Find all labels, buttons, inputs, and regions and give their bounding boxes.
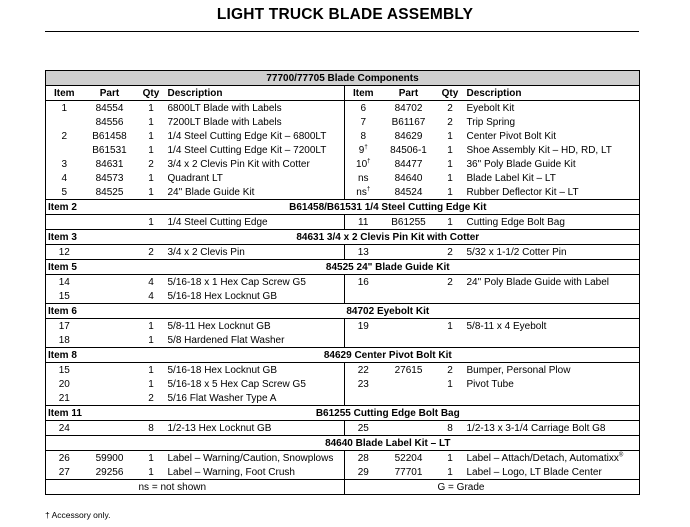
item-cell: 14 xyxy=(58,276,70,288)
section-item-label: Item 6 xyxy=(46,304,137,319)
item-cell: 29 xyxy=(345,465,382,480)
part-cell xyxy=(382,319,436,334)
description-cell: 5/8-11 x 4 Eyebolt xyxy=(466,320,547,332)
description-cell: 24" Poly Blade Guide with Label xyxy=(466,276,610,288)
qty-cell: 1 xyxy=(447,320,453,332)
qty-cell: 1 xyxy=(148,130,154,142)
table-row xyxy=(46,157,640,171)
table-row xyxy=(46,171,640,185)
table-row xyxy=(46,391,640,406)
part-cell: 84477 xyxy=(394,158,423,170)
description-cell: 5/16 Flat Washer Type A xyxy=(167,392,277,404)
qty-cell: 1 xyxy=(148,172,154,184)
table-row xyxy=(46,275,640,290)
description-cell: Label – Attach/Detach, Automatixx® xyxy=(466,452,624,464)
description-cell: Pivot Tube xyxy=(466,378,514,390)
item-cell: 15 xyxy=(58,364,70,376)
column-header: Qty xyxy=(137,86,166,101)
part-cell xyxy=(382,289,436,304)
part-cell xyxy=(83,245,137,260)
qty-cell xyxy=(436,333,465,348)
qty-cell: 1 xyxy=(447,130,453,142)
section-title: 84631 3/4 x 2 Clevis Pin Kit with Cotter xyxy=(137,230,640,245)
column-header: Item xyxy=(46,86,83,101)
qty-cell: 2 xyxy=(148,392,154,404)
qty-cell xyxy=(436,391,465,406)
item-cell: 5 xyxy=(61,186,68,198)
qty-cell xyxy=(436,289,465,304)
part-cell xyxy=(83,289,137,304)
parts-table xyxy=(45,70,640,495)
column-header: Part xyxy=(83,86,137,101)
section-header-row xyxy=(46,260,640,275)
qty-cell: 1 xyxy=(447,158,453,170)
part-cell xyxy=(83,391,137,406)
qty-cell: 2 xyxy=(447,276,453,288)
qty-cell: 1 xyxy=(447,466,453,478)
item-cell: 7 xyxy=(345,115,382,129)
qty-cell: 2 xyxy=(447,116,453,128)
item-cell: ns† xyxy=(345,185,382,200)
column-header-row xyxy=(46,86,640,101)
description-cell: Center Pivot Bolt Kit xyxy=(466,130,556,142)
qty-cell: 1 xyxy=(447,172,453,184)
part-cell: 77701 xyxy=(394,466,423,478)
part-cell xyxy=(382,245,436,260)
description-cell: 5/8 Hardened Flat Washer xyxy=(167,334,285,346)
qty-cell: 1 xyxy=(447,186,453,198)
table-row xyxy=(46,377,640,391)
description-cell: 1/2-13 Hex Locknut GB xyxy=(167,422,272,434)
description-cell: Label – Warning/Caution, Snowplows xyxy=(167,452,334,464)
item-cell: 12 xyxy=(58,246,70,258)
accessory-footnote: † Accessory only. xyxy=(45,510,111,520)
item-cell: 23 xyxy=(345,377,382,391)
qty-cell: 1 xyxy=(447,452,453,464)
section-header-row xyxy=(46,436,640,451)
qty-cell: 2 xyxy=(148,158,154,170)
description-cell: 1/4 Steel Cutting Edge Kit – 7200LT xyxy=(167,144,327,156)
table-row xyxy=(46,333,640,348)
table-row xyxy=(46,451,640,466)
item-cell: 11 xyxy=(345,215,382,230)
qty-cell: 1 xyxy=(148,364,154,376)
part-cell: 84631 xyxy=(95,158,124,170)
description-cell: Cutting Edge Bolt Bag xyxy=(466,216,565,228)
part-cell: 84702 xyxy=(394,102,423,114)
table-row xyxy=(46,185,640,200)
description-cell xyxy=(465,391,640,406)
description-cell: 5/32 x 1-1/2 Cotter Pin xyxy=(466,246,567,258)
description-cell: 3/4 x 2 Clevis Pin Kit with Cotter xyxy=(167,158,310,170)
section-title: B61255 Cutting Edge Bolt Bag xyxy=(137,406,640,421)
table-row xyxy=(46,289,640,304)
qty-cell: 1 xyxy=(447,216,453,228)
item-cell: 26 xyxy=(58,452,70,464)
qty-cell: 8 xyxy=(148,422,154,434)
item-cell: 27 xyxy=(58,466,70,478)
description-cell: Shoe Assembly Kit – HD, RD, LT xyxy=(466,144,612,156)
part-cell: 52204 xyxy=(394,452,423,464)
qty-cell: 1 xyxy=(148,116,154,128)
description-cell: Bumper, Personal Plow xyxy=(466,364,571,376)
column-header: Description xyxy=(166,86,345,101)
column-header: Item xyxy=(345,86,382,101)
section-item-label: Item 3 xyxy=(46,230,137,245)
description-cell: 5/16-18 x 1 Hex Cap Screw G5 xyxy=(167,276,306,288)
part-cell xyxy=(382,391,436,406)
item-cell: 8 xyxy=(345,129,382,143)
description-cell: Label – Warning, Foot Crush xyxy=(167,466,295,478)
part-cell: 27615 xyxy=(394,364,423,376)
section-header-row xyxy=(46,348,640,363)
table-row xyxy=(46,101,640,116)
description-cell: Eyebolt Kit xyxy=(466,102,515,114)
qty-cell: 1 xyxy=(148,216,154,228)
item-cell: 20 xyxy=(58,378,70,390)
legend-spacer xyxy=(46,480,137,495)
part-cell: B61255 xyxy=(391,216,426,228)
qty-cell: 4 xyxy=(148,290,154,302)
part-cell: 84640 xyxy=(394,172,423,184)
item-cell xyxy=(345,391,382,406)
part-cell xyxy=(382,275,436,290)
description-cell: 5/16-18 Hex Locknut GB xyxy=(167,290,278,302)
description-cell: 36" Poly Blade Guide Kit xyxy=(466,158,576,170)
table-row xyxy=(46,115,640,129)
description-cell: 6800LT Blade with Labels xyxy=(167,102,282,114)
description-cell: 5/16-18 Hex Locknut GB xyxy=(167,364,278,376)
item-cell xyxy=(345,289,382,304)
item-cell: 1 xyxy=(61,102,68,114)
part-cell xyxy=(83,333,137,348)
section-title: 84702 Eyebolt Kit xyxy=(137,304,640,319)
qty-cell: 1 xyxy=(447,144,453,156)
table-row xyxy=(46,319,640,334)
description-cell: 1/2-13 x 3-1/4 Carriage Bolt G8 xyxy=(466,422,606,434)
section-item-label: Item 11 xyxy=(46,406,137,421)
qty-cell: 1 xyxy=(148,144,154,156)
part-cell: 84524 xyxy=(394,186,423,198)
item-cell: 9† xyxy=(345,143,382,157)
table-row xyxy=(46,465,640,480)
item-cell: 24 xyxy=(58,422,70,434)
legend-not-shown: ns = not shown xyxy=(137,480,345,495)
part-cell xyxy=(83,275,137,290)
part-cell xyxy=(382,333,436,348)
item-cell: 16 xyxy=(345,275,382,290)
item-cell: 4 xyxy=(61,172,68,184)
item-cell: 15 xyxy=(58,290,70,302)
part-cell: 84573 xyxy=(95,172,124,184)
part-cell: B61167 xyxy=(391,116,426,128)
qty-cell: 1 xyxy=(447,378,453,390)
legend-grade: G = Grade xyxy=(436,480,640,495)
item-cell xyxy=(46,215,83,230)
item-cell: 28 xyxy=(345,451,382,466)
description-cell: Trip Spring xyxy=(466,116,516,128)
part-cell: 84629 xyxy=(394,130,423,142)
part-cell xyxy=(382,377,436,391)
section-header-row xyxy=(46,304,640,319)
description-cell xyxy=(465,333,640,348)
section-title: 84640 Blade Label Kit – LT xyxy=(137,436,640,451)
legend-spacer xyxy=(345,480,436,495)
part-cell xyxy=(83,363,137,378)
description-cell: Rubber Deflector Kit – LT xyxy=(466,186,579,198)
description-cell: Blade Label Kit – LT xyxy=(466,172,556,184)
item-cell: 3 xyxy=(61,158,68,170)
section-item-label: Item 2 xyxy=(46,200,137,215)
section-item-label: Item 5 xyxy=(46,260,137,275)
table-row xyxy=(46,129,640,143)
qty-cell: 1 xyxy=(148,452,154,464)
description-cell: Quadrant LT xyxy=(167,172,223,184)
item-cell xyxy=(46,143,83,157)
item-cell xyxy=(345,333,382,348)
description-cell: 3/4 x 2 Clevis Pin xyxy=(167,246,245,258)
item-cell: 6 xyxy=(345,101,382,116)
item-cell: 18 xyxy=(58,334,70,346)
qty-cell: 2 xyxy=(447,102,453,114)
part-cell: B61458 xyxy=(92,130,127,142)
part-cell: 84525 xyxy=(95,186,124,198)
part-cell: B61531 xyxy=(92,144,127,156)
description-cell: Label – Logo, LT Blade Center xyxy=(466,466,602,478)
section-title: 84525 24" Blade Guide Kit xyxy=(137,260,640,275)
qty-cell: 2 xyxy=(148,246,154,258)
column-header: Qty xyxy=(436,86,465,101)
item-cell: 13 xyxy=(345,245,382,260)
part-cell xyxy=(83,377,137,391)
part-cell xyxy=(382,421,436,436)
qty-cell: 8 xyxy=(447,422,453,434)
part-cell: 84554 xyxy=(95,102,124,114)
section-item-label xyxy=(46,436,137,451)
table-row xyxy=(46,215,640,230)
table-banner xyxy=(46,71,640,86)
description-cell: 24" Blade Guide Kit xyxy=(167,186,255,198)
qty-cell: 1 xyxy=(148,186,154,198)
part-cell: 59900 xyxy=(95,452,124,464)
section-header-row xyxy=(46,406,640,421)
banner-title: 77700/77705 Blade Components xyxy=(46,71,640,86)
section-header-row xyxy=(46,200,640,215)
part-cell: 84556 xyxy=(95,116,124,128)
table-row xyxy=(46,363,640,378)
section-header-row xyxy=(46,230,640,245)
part-cell: 84506-1 xyxy=(390,144,427,156)
column-header: Description xyxy=(465,86,640,101)
part-cell xyxy=(83,421,137,436)
item-cell: 19 xyxy=(345,319,382,334)
column-header: Part xyxy=(382,86,436,101)
item-cell: 22 xyxy=(345,363,382,378)
qty-cell: 1 xyxy=(148,466,154,478)
description-cell xyxy=(465,289,640,304)
section-title: 84629 Center Pivot Bolt Kit xyxy=(137,348,640,363)
page-title: LIGHT TRUCK BLADE ASSEMBLY xyxy=(216,6,474,23)
item-cell: ns xyxy=(345,171,382,185)
title-rule xyxy=(45,31,639,32)
table-row xyxy=(46,421,640,436)
item-cell: 25 xyxy=(345,421,382,436)
item-cell xyxy=(46,115,83,129)
qty-cell: 1 xyxy=(148,334,154,346)
part-cell: 29256 xyxy=(95,466,124,478)
qty-cell: 4 xyxy=(148,276,154,288)
item-cell: 21 xyxy=(58,392,70,404)
item-cell: 2 xyxy=(61,130,68,142)
description-cell: 5/8-11 Hex Locknut GB xyxy=(167,320,271,332)
table-row xyxy=(46,143,640,157)
part-cell xyxy=(83,319,137,334)
qty-cell: 1 xyxy=(148,102,154,114)
legend-row xyxy=(46,480,640,495)
part-cell xyxy=(83,215,137,230)
table-row xyxy=(46,245,640,260)
qty-cell: 2 xyxy=(447,364,453,376)
description-cell: 1/4 Steel Cutting Edge xyxy=(167,216,268,228)
description-cell: 5/16-18 x 5 Hex Cap Screw G5 xyxy=(167,378,306,390)
item-cell: 17 xyxy=(58,320,70,332)
description-cell: 1/4 Steel Cutting Edge Kit – 6800LT xyxy=(167,130,327,142)
qty-cell: 2 xyxy=(447,246,453,258)
qty-cell: 1 xyxy=(148,320,154,332)
section-item-label: Item 8 xyxy=(46,348,137,363)
qty-cell: 1 xyxy=(148,378,154,390)
description-cell: 7200LT Blade with Labels xyxy=(167,116,282,128)
section-title: B61458/B61531 1/4 Steel Cutting Edge Kit xyxy=(137,200,640,215)
item-cell: 10† xyxy=(345,157,382,171)
